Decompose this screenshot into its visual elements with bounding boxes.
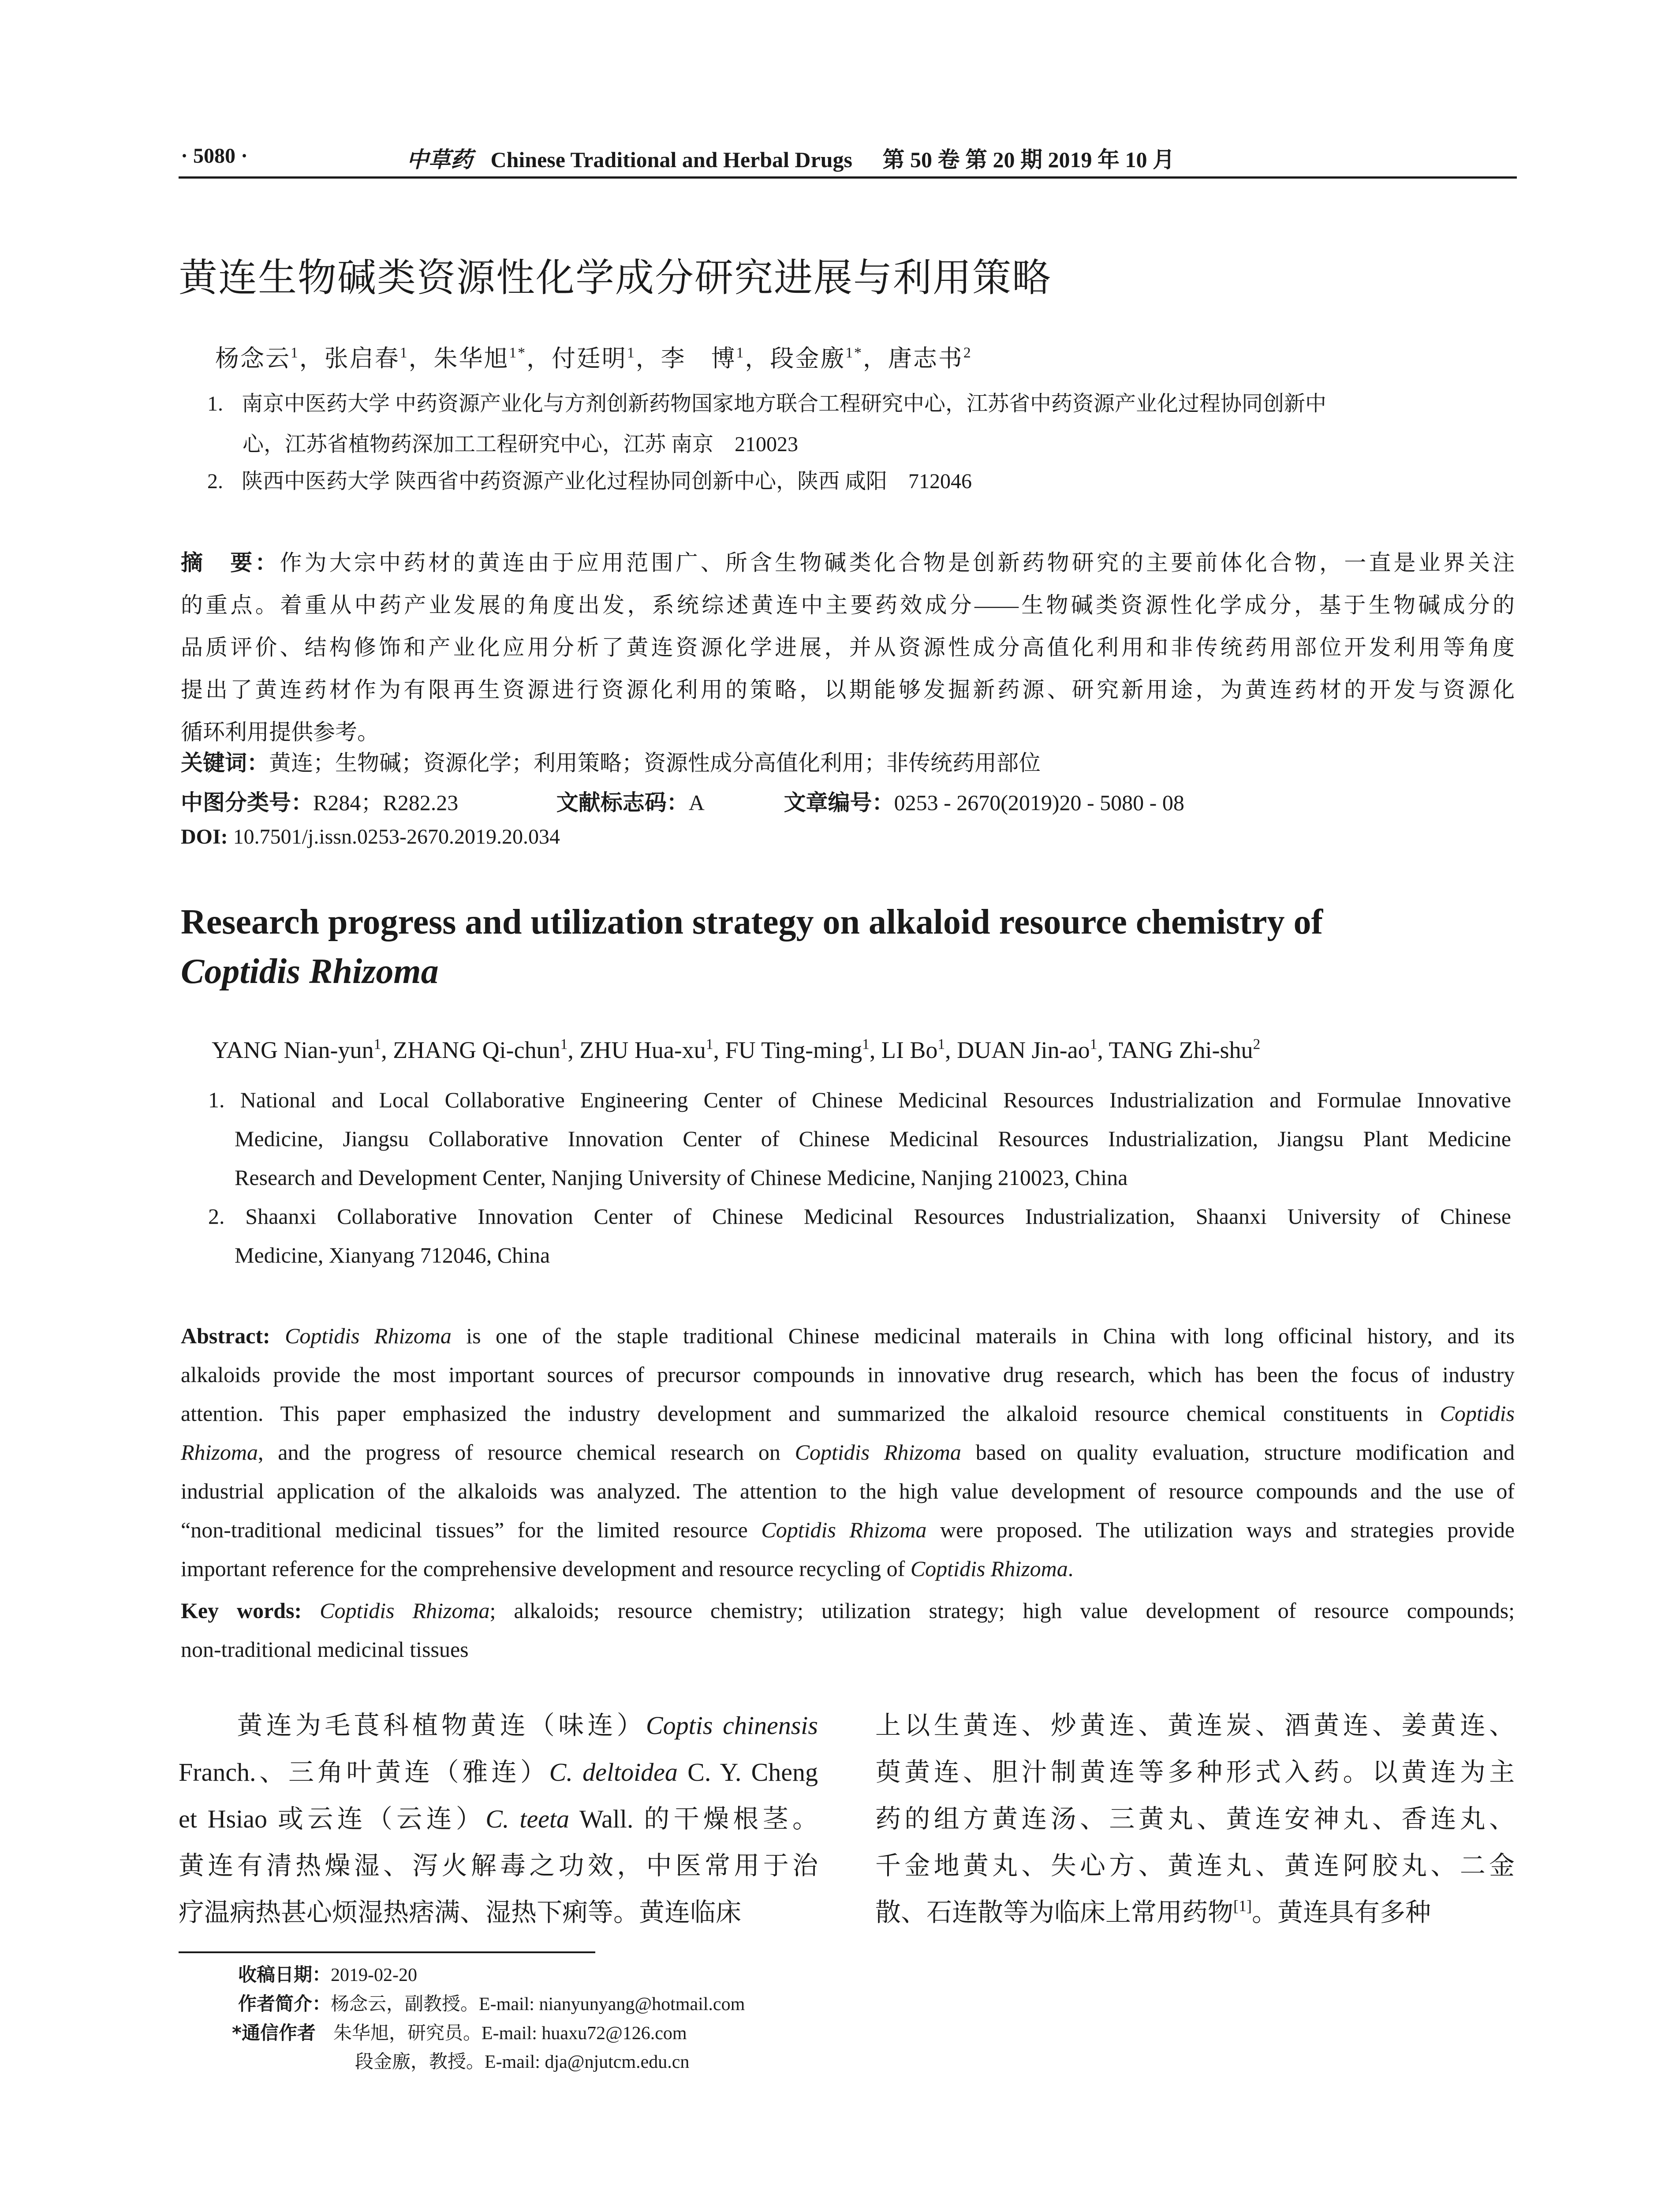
en-affiliation-line: Medicine, Xianyang 712046, China — [235, 1243, 550, 1267]
en-abstract-line — [181, 1355, 1515, 1394]
italic-text: C. teeta — [485, 1805, 570, 1833]
cn-abstract-line: 的重点。着重从中药产业发展的角度出发，系统综述黄连中主要药效成分——生物碱类资源性化学成分，基于生物碱成分的 — [181, 593, 1515, 617]
text-run: industrial application of the alkaloids was analyzed. The attention to the high value development of resource compounds and the use of — [181, 1479, 1515, 1503]
corresponding-author-1: 朱华旭，研究员。E-mail: huaxu72@126.com — [333, 2023, 687, 2044]
en-author: YANG Nian-yun — [212, 1037, 374, 1063]
text-run: attention. This paper emphasized the industry development and summarized the alkaloid resource chemical constituents in — [181, 1401, 1440, 1426]
text-run: is one of the staple traditional Chinese medicinal materails in China with long officinal history, and its — [451, 1323, 1515, 1348]
cn-affiliation-number: 2. — [207, 470, 223, 493]
author-affiliation-mark: 1 — [373, 1036, 381, 1053]
author-affiliation-mark: 1 — [736, 344, 745, 361]
text-run: 千金地黄丸、失心方、黄连丸、黄连阿胶丸、二金 — [875, 1851, 1515, 1880]
cn-abstract-line: 作为大宗中药材的黄连由于应用范围广、所含生物碱类化合物是创新药物研究的主要前体化合物，一直是业界关注 — [280, 550, 1515, 575]
en-keywords-line — [181, 1591, 1515, 1630]
en-abstract-line — [181, 1316, 1515, 1355]
cn-affiliation-number: 1. — [207, 392, 223, 415]
text-run — [302, 1598, 320, 1623]
en-author-list: YANG Nian-yun$^1$, ZHANG Qi-chun$^1$, ZHU Hua-$xu^1$, FU Ting-ming$^1$, LI Bo$^1$, DUAN Jin-$ao^1$, TANG Zhi-shu$^2$ — [212, 1036, 1261, 1063]
cn-author: 张启春 — [324, 345, 400, 372]
doi — [181, 825, 560, 849]
text-run: 萸黄连、胆汁制黄连等多种形式入药。以黄连为主 — [875, 1758, 1515, 1786]
text-run: alkaloids provide the most important sources of precursor compounds in innovative drug research, which has been the focus of industry — [181, 1362, 1515, 1387]
author-affiliation-mark: 2 — [963, 344, 972, 361]
cn-title: 黄连生物碱类资源性化学成分研究进展与利用策略 — [179, 255, 1052, 300]
en-affiliation-line: Shaanxi Collaborative Innovation Center of Chinese Medicinal Resources Industrialization, Shaanxi University of Chinese — [245, 1204, 1512, 1229]
text-run: et Hsiao 或云连（云连） — [179, 1805, 486, 1833]
en-author: DUAN Jin-ao — [957, 1037, 1090, 1063]
cn-author: 朱华旭 — [433, 345, 509, 372]
author-affiliation-mark: 1* — [509, 344, 526, 361]
text-run: 黄连有清热燥湿、泻火解毒之功效，中医常用于治 — [179, 1851, 818, 1880]
body-line — [875, 1702, 1515, 1749]
body-line — [179, 1702, 818, 1749]
author-affiliation-mark: 1 — [560, 1036, 568, 1053]
author-affiliation-mark: 2 — [1253, 1036, 1261, 1053]
cn-affiliation-line: 心，江苏省植物药深加工工程研究中心，江苏 南京 210023 — [243, 433, 799, 456]
en-abstract-line — [181, 1433, 1515, 1472]
body-line — [875, 1889, 1515, 1936]
en-affiliation-number: 2. — [208, 1204, 225, 1229]
cn-affiliation-2 — [207, 461, 972, 502]
body-line — [875, 1842, 1515, 1889]
doi-label: DOI: — [181, 825, 228, 848]
en-title-line: Coptidis Rhizoma — [181, 952, 439, 991]
cn-author: 段金廒 — [770, 345, 846, 372]
body-line — [179, 1749, 818, 1796]
author-affiliation-mark: 1 — [862, 1036, 870, 1053]
en-affiliation-line: National and Local Collaborative Engineering Center of Chinese Medicinal Resources Industrialization and Formulae Innovative — [240, 1088, 1511, 1112]
en-title-line: Research progress and utilization strategy on alkaloid resource chemistry of — [181, 903, 1323, 942]
en-author: TANG Zhi-shu — [1109, 1037, 1253, 1063]
en-keywords-label: Key words: — [181, 1598, 302, 1623]
cn-author-list: 杨念云$^1$，张启春$^1$，朱华旭$^{1*}$，付廷明$^1$，李 博$^1$，段金廒$^{1*}$，唐志书$^2$ — [215, 344, 972, 372]
text-run: 散、石连散等为临床上常用药物 — [875, 1898, 1234, 1927]
en-abstract-line — [181, 1549, 1515, 1588]
cn-abstract-line: 循环利用提供参考。 — [181, 720, 379, 744]
journal-cn-name: 中草药 — [407, 147, 473, 172]
text-run: 上以生黄连、炒黄连、黄连炭、酒黄连、姜黄连、 — [875, 1711, 1515, 1740]
author-bio: 杨念云，副教授。E-mail: nianyunyang@hotmail.com — [331, 1994, 745, 2014]
italic-text: Coptidis Rhizoma — [910, 1556, 1068, 1581]
text-run: , and the progress of resource chemical research on — [258, 1440, 795, 1465]
italic-text: Coptidis — [1440, 1401, 1515, 1426]
bio-label: 作者简介： — [238, 1993, 331, 2014]
en-affiliation-line: Research and Development Center, Nanjing University of Chinese Medicine, Nanjing 210023, China — [235, 1165, 1128, 1190]
author-affiliation-mark: 1 — [627, 344, 636, 361]
en-author: ZHU Hua-xu — [579, 1037, 706, 1063]
header-rule — [179, 176, 1517, 179]
italic-text: C. deltoidea — [549, 1758, 678, 1786]
author-affiliation-mark: 1 — [706, 1036, 713, 1053]
en-abstract-line — [181, 1394, 1515, 1433]
text-run: based on quality evaluation, structure modification and — [961, 1440, 1515, 1465]
article-number-value: 0253 - 2670(2019)20 - 5080 - 08 — [894, 790, 1184, 815]
cn-keywords — [181, 745, 1041, 777]
text-run: 黄连为毛茛科植物黄连（味连） — [179, 1711, 646, 1740]
italic-text: Rhizoma — [181, 1440, 258, 1465]
text-run: Wall. 的干燥根茎。 — [569, 1805, 818, 1833]
cn-abstract — [181, 542, 1515, 753]
clc-label: 中图分类号： — [181, 790, 313, 815]
doc-code-label: 文献标志码： — [556, 790, 689, 815]
received-label: 收稿日期： — [238, 1964, 331, 1985]
footnote-rule — [179, 1951, 595, 1953]
en-affiliations — [208, 1080, 1512, 1274]
cn-abstract-line: 提出了黄连药材作为有限再生资源进行资源化利用的策略，以期能够发掘新药源、研究新用途，为黄连药材的开发与资源化 — [181, 677, 1515, 702]
cn-author: 付廷明 — [551, 345, 627, 372]
en-keywords — [181, 1591, 1515, 1669]
cn-keywords-text: 黄连；生物碱；资源化学；利用策略；资源性成分高值化利用；非传统药用部位 — [269, 751, 1041, 775]
en-affiliation-number: 1. — [208, 1088, 225, 1112]
italic-text: Coptidis Rhizoma — [795, 1440, 961, 1465]
cn-affiliation-line: 南京中医药大学 中药资源产业化与方剂创新药物国家地方联合工程研究中心，江苏省中药资源产业化过程协同创新中 — [242, 392, 1327, 415]
page-number: · 5080 · — [181, 144, 248, 168]
en-author: FU Ting-ming — [725, 1037, 862, 1063]
italic-text: Coptidis Rhizoma — [320, 1598, 490, 1623]
doc-code-value: A — [688, 790, 704, 815]
italic-text: Coptidis Rhizoma — [285, 1323, 452, 1348]
italic-text: Coptis chinensis — [646, 1711, 818, 1740]
en-abstract-line — [181, 1510, 1515, 1549]
cn-keywords-label: 关键词： — [181, 750, 269, 776]
text-run: 。黄连具有多种 — [1251, 1898, 1431, 1927]
text-run: ; alkaloids; resource chemistry; utilization strategy; high value development of resource compounds; — [489, 1598, 1515, 1623]
cn-affiliation-1 — [207, 384, 1326, 465]
body-column-right — [875, 1702, 1515, 1936]
body-line — [875, 1749, 1515, 1796]
en-abstract-label: Abstract: — [181, 1323, 270, 1348]
text-run — [270, 1323, 285, 1348]
author-affiliation-mark: 1* — [845, 344, 863, 361]
cn-author: 唐志书 — [888, 345, 963, 372]
journal-issue: 第 50 卷 第 20 期 2019 年 10 月 — [882, 147, 1175, 172]
footnotes — [232, 1960, 745, 2077]
text-run: 疗温病热甚心烦湿热痞满、湿热下痢等。黄连临床 — [179, 1898, 742, 1927]
text-run: important reference for the comprehensive development and resource recycling of — [181, 1556, 911, 1581]
en-title — [181, 897, 1323, 996]
article-number-label: 文章编号： — [784, 790, 894, 815]
journal-en-name: Chinese Traditional and Herbal Drugs — [490, 147, 852, 172]
running-header — [407, 142, 1175, 174]
text-run: 药的组方黄连汤、三黄丸、黄连安神丸、香连丸、 — [875, 1805, 1515, 1833]
author-affiliation-mark: 1 — [291, 344, 299, 361]
cn-affiliation-line: 陕西中医药大学 陕西省中药资源产业化过程协同创新中心，陕西 咸阳 712046 — [242, 470, 972, 493]
text-run: C. Y. Cheng — [677, 1758, 818, 1786]
cn-abstract-label: 摘 要： — [181, 550, 280, 576]
author-affiliation-mark: 1 — [1090, 1036, 1098, 1053]
en-author: LI Bo — [881, 1037, 938, 1063]
text-run: “non-traditional medicinal tissues” for the limited resource — [181, 1517, 762, 1542]
text-run: non-traditional medicinal tissues — [181, 1637, 469, 1662]
en-keywords-line — [181, 1630, 1515, 1669]
author-affiliation-mark: 1 — [937, 1036, 945, 1053]
cn-author: 李 博 — [661, 345, 736, 372]
corresponding-label: *通信作者 — [232, 2022, 316, 2044]
en-author: ZHANG Qi-chun — [393, 1037, 560, 1063]
cn-classification — [181, 785, 1184, 817]
author-affiliation-mark: 1 — [399, 344, 409, 361]
body-line — [179, 1796, 818, 1842]
citation-mark: [1] — [1233, 1897, 1252, 1915]
clc-value: R284；R282.23 — [313, 790, 459, 815]
body-line — [179, 1889, 818, 1936]
text-run: Franch.、三角叶黄连（雅连） — [179, 1758, 549, 1786]
corresponding-author-2: 段金廒，教授。E-mail: dja@njutcm.edu.cn — [355, 2052, 690, 2072]
body-line — [875, 1796, 1515, 1842]
en-abstract — [181, 1316, 1515, 1588]
cn-abstract-line: 品质评价、结构修饰和产业化应用分析了黄连资源化学进展，并从资源性成分高值化利用和非传统药用部位开发利用等角度 — [181, 635, 1515, 660]
received-date: 2019-02-20 — [331, 1965, 417, 1985]
body-line — [179, 1842, 818, 1889]
en-abstract-line — [181, 1472, 1515, 1510]
text-run: . — [1068, 1556, 1074, 1581]
text-run: were proposed. The utilization ways and strategies provide — [926, 1517, 1515, 1542]
cn-author: 杨念云 — [215, 345, 291, 372]
doi-value: 10.7501/j.issn.0253-2670.2019.20.034 — [233, 825, 560, 848]
body-column-left — [179, 1702, 818, 1936]
en-affiliation-line: Medicine, Jiangsu Collaborative Innovation Center of Chinese Medicinal Resources Industrialization, Jiangsu Plant Medicine — [235, 1126, 1511, 1151]
italic-text: Coptidis Rhizoma — [761, 1517, 927, 1542]
